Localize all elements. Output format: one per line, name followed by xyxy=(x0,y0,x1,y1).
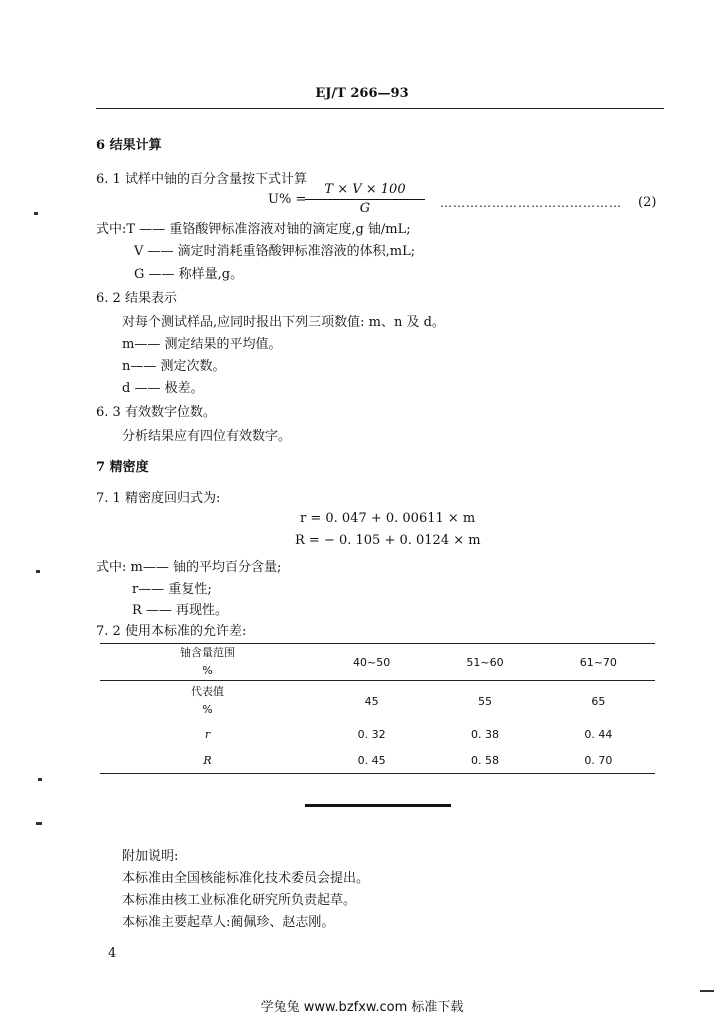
section-7-title: 7 精密度 xyxy=(96,460,149,475)
table-header-range: 铀含量范围 % xyxy=(100,644,315,681)
scan-speck xyxy=(700,990,714,992)
formula-fraction xyxy=(305,182,425,222)
table-cell: 61~70 xyxy=(542,644,655,681)
header-rule xyxy=(96,108,664,109)
table-cell: 0. 38 xyxy=(470,727,499,741)
table-cell: 40~50 xyxy=(315,644,428,681)
document-header: EJ/T 266—93 xyxy=(315,86,409,101)
formula-numerator: T × V × 100 xyxy=(324,182,406,197)
table-cell: 0. 70 xyxy=(584,753,613,767)
definition-d: d —— 极差。 xyxy=(122,381,204,396)
table-cell: 55 xyxy=(477,694,492,708)
table-label-r: r xyxy=(204,727,211,741)
table-row xyxy=(100,681,655,722)
end-rule xyxy=(305,804,451,807)
table-header-representative: 代表值 % xyxy=(191,685,224,716)
site-footer: 学兔兔 www.bzfxw.com 标准下载 xyxy=(260,1000,464,1015)
formula-leader-dots: …………………………………… xyxy=(440,196,622,210)
section-6-3-title: 6. 3 有效数字位数。 xyxy=(96,405,216,420)
table-cell: 0. 44 xyxy=(584,727,613,741)
section-6-title: 6 结果计算 xyxy=(96,138,162,153)
page-number: 4 xyxy=(108,946,117,961)
definition-m: m—— 测定结果的平均值。 xyxy=(122,337,282,352)
formula-lhs: U% = xyxy=(268,192,307,207)
where-G: G —— 称样量,g。 xyxy=(134,267,244,282)
definition-n: n—— 测定次数。 xyxy=(122,359,226,374)
formula-number: (2) xyxy=(638,195,657,210)
section-6-2-title: 6. 2 结果表示 xyxy=(96,291,177,306)
section-6-2-text: 对每个测试样品,应同时报出下列三项数值: m、n 及 d。 xyxy=(122,315,445,330)
scan-speck xyxy=(34,212,38,215)
table-row xyxy=(100,644,655,681)
appendix-line-2: 本标准由核工业标准化研究所负责起草。 xyxy=(122,893,357,908)
scan-speck xyxy=(38,778,42,781)
where-V: V —— 滴定时消耗重铬酸钾标准溶液的体积,mL; xyxy=(134,244,416,259)
table-row xyxy=(100,721,655,747)
section-7-2-title: 7. 2 使用本标准的允许差: xyxy=(96,624,247,639)
where-T: 式中:T —— 重铬酸钾标准溶液对铀的滴定度,g 铀/mL; xyxy=(96,222,411,237)
table-cell: 0. 32 xyxy=(357,727,386,741)
table-row xyxy=(100,747,655,774)
table-cell: 45 xyxy=(364,694,379,708)
appendix-line-3: 本标准主要起草人:蔺佩珍、赵志刚。 xyxy=(122,915,335,930)
where-m: 式中: m—— 铀的平均百分含量; xyxy=(96,560,282,575)
section-7-1-title: 7. 1 精密度回归式为: xyxy=(96,491,221,506)
where-r: r—— 重复性; xyxy=(132,582,212,597)
tolerance-table xyxy=(100,643,655,774)
scan-speck xyxy=(36,570,40,573)
equation-r: r = 0. 047 + 0. 00611 × m xyxy=(300,511,476,526)
table-label-R: R xyxy=(203,753,212,767)
section-6-1-title: 6. 1 试样中铀的百分含量按下式计算 xyxy=(96,172,307,187)
appendix-title: 附加说明: xyxy=(122,849,179,864)
table-cell: 51~60 xyxy=(428,644,541,681)
table-cell: 0. 45 xyxy=(357,753,386,767)
table-cell: 65 xyxy=(591,694,606,708)
section-6-3-text: 分析结果应有四位有效数字。 xyxy=(122,429,292,444)
appendix-line-1: 本标准由全国核能标准化技术委员会提出。 xyxy=(122,871,370,886)
table-cell: 0. 58 xyxy=(470,753,499,767)
scan-speck xyxy=(36,822,42,825)
where-R: R —— 再现性。 xyxy=(132,603,229,618)
equation-R: R = − 0. 105 + 0. 0124 × m xyxy=(295,533,481,548)
fraction-bar xyxy=(305,199,425,200)
formula-denominator: G xyxy=(359,201,371,216)
